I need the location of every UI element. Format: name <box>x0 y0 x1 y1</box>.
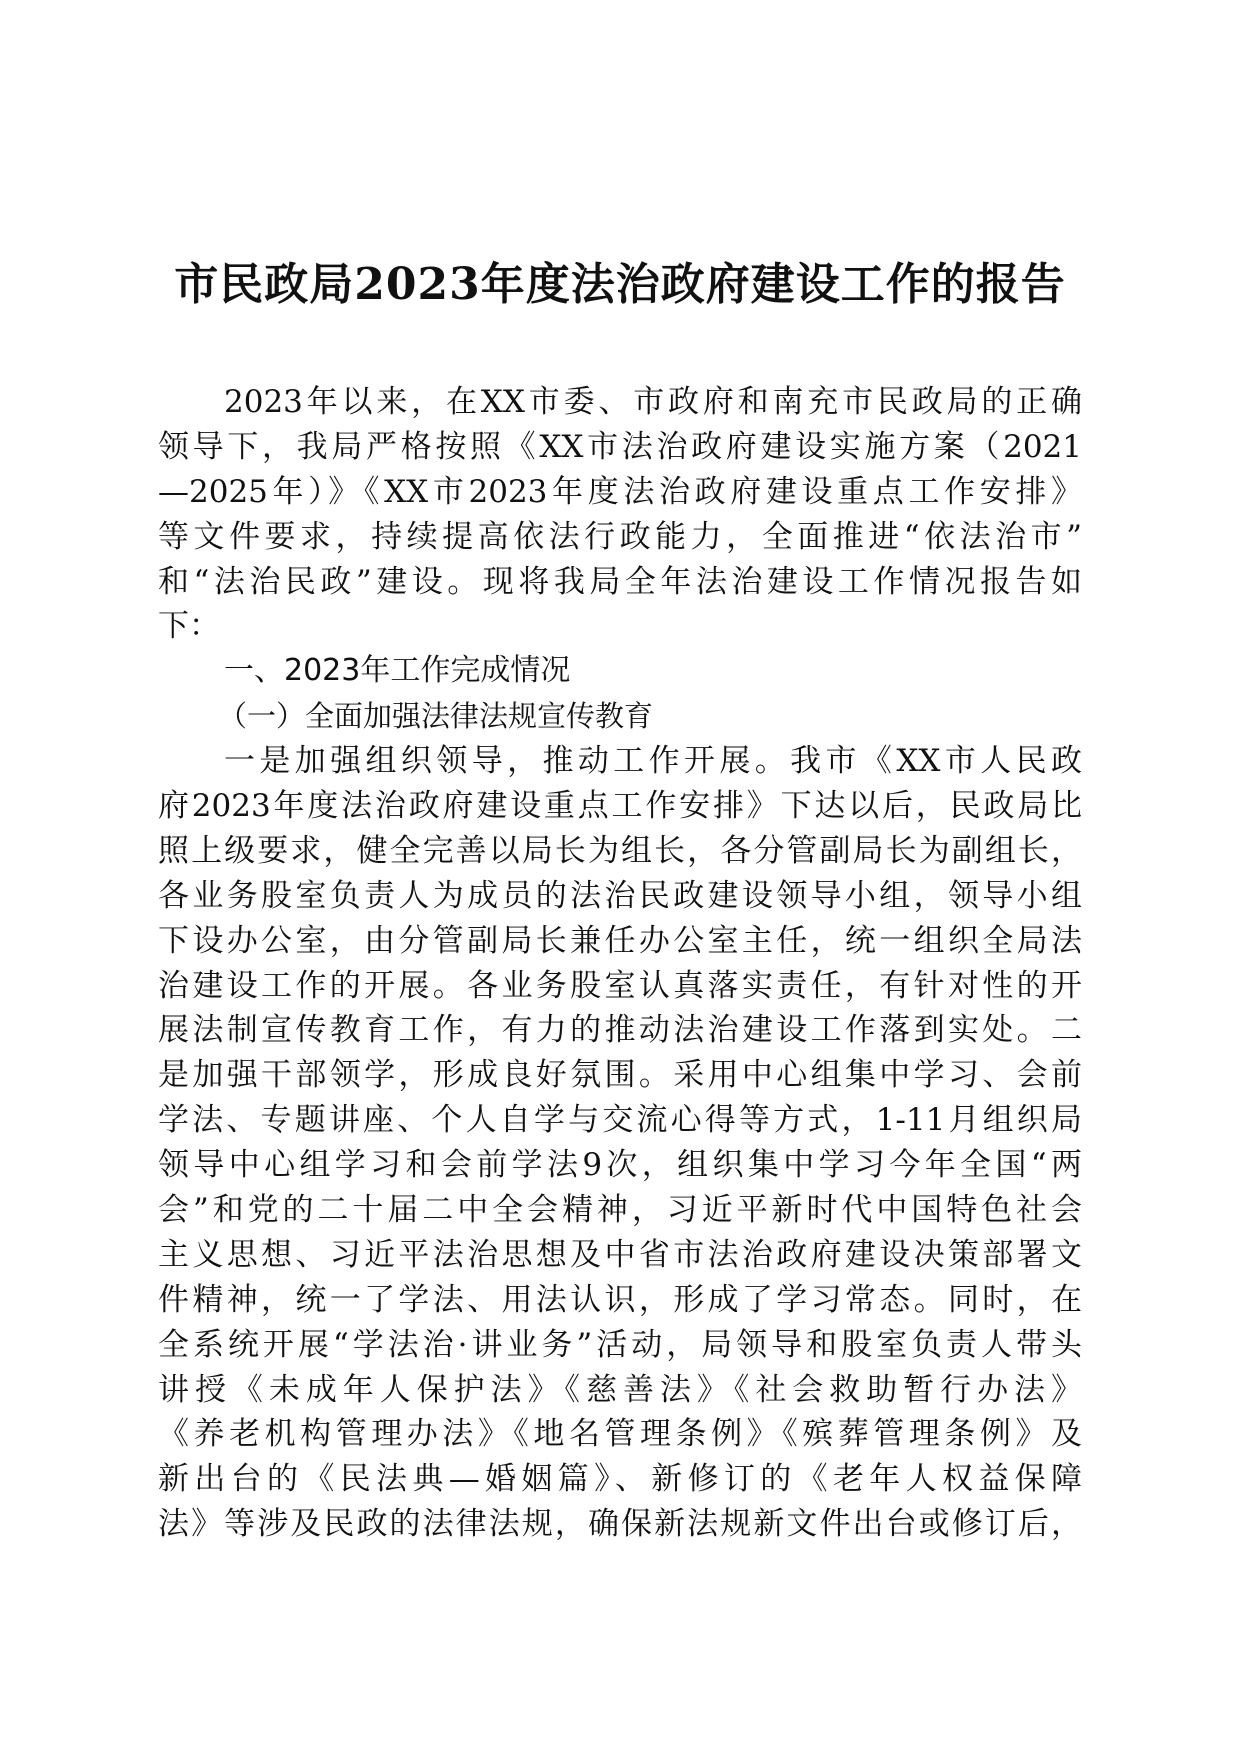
para-line-11: 会”和党的二十届二中全会精神，习近平新时代中国特色社会 <box>158 1192 1082 1229</box>
para-line-2: 府2023年度法治政府建设重点工作安排》下达以后，民政局比 <box>158 788 1082 825</box>
intro-line-1: 2023年以来，在XX市委、市政府和南充市民政局的正确 <box>224 384 1082 420</box>
para-line-14: 全系统开展“学法治·讲业务”活动，局领导和股室负责人带头 <box>158 1326 1082 1363</box>
para-line-6: 治建设工作的开展。各业务股室认真落实责任，有针对性的开 <box>158 967 1082 1004</box>
para-line-5: 下设办公室，由分管副局长兼任办公室主任，统一组织全局法 <box>158 922 1082 959</box>
intro-line-4: 等文件要求，持续提高依法行政能力，全面推进“依法治市” <box>158 518 1082 555</box>
para-line-15: 讲授《未成年人保护法》《慈善法》《社会救助暂行办法》 <box>158 1371 1082 1408</box>
para-line-1: 一是加强组织领导，推动工作开展。我市《XX市人民政 <box>224 743 1082 780</box>
para-line-10: 领导中心组学习和会前学法9次，组织集中学习今年全国“两 <box>158 1147 1082 1184</box>
para-line-4: 各业务股室负责人为成员的法治民政建设领导小组，领导小组 <box>158 877 1082 914</box>
section-heading: 一、2023年工作完成情况 <box>224 653 571 689</box>
document-title: 市民政局2023年度法治政府建设工作的报告 <box>174 259 1066 310</box>
intro-line-2: 领导下，我局严格按照《XX市法治政府建设实施方案（2021 <box>158 428 1082 465</box>
para-line-13: 件精神，统一了学法、用法认识，形成了学习常态。同时，在 <box>158 1281 1082 1318</box>
para-line-7: 展法制宣传教育工作，有力的推动法治建设工作落到实处。二 <box>158 1012 1082 1049</box>
para-line-8: 是加强干部领学，形成良好氛围。采用中心组集中学习、会前 <box>158 1057 1082 1094</box>
document-body <box>158 380 1082 1547</box>
para-line-9: 学法、专题讲座、个人自学与交流心得等方式，1-11月组织局 <box>158 1102 1082 1139</box>
para-line-16: 《养老机构管理办法》《地名管理条例》《殡葬管理条例》及 <box>158 1416 1082 1453</box>
intro-line-5: 和“法治民政”建设。现将我局全年法治建设工作情况报告如 <box>158 563 1082 600</box>
subsection-heading: （一）全面加强法律法规宣传教育 <box>218 699 654 734</box>
para-line-18: 法》等涉及民政的法律法规，确保新法规新文件出台或修订后， <box>158 1506 1082 1543</box>
para-line-3: 照上级要求，健全完善以局长为组长，各分管副局长为副组长， <box>158 832 1082 869</box>
intro-line-6: 下： <box>158 608 220 645</box>
para-line-12: 主义思想、习近平法治思想及中省市法治政府建设决策部署文 <box>158 1236 1082 1273</box>
para-line-17: 新出台的《民法典—婚姻篇》、新修订的《老年人权益保障 <box>158 1461 1082 1498</box>
intro-line-3: —2025年）》《XX市2023年度法治政府建设重点工作安排》 <box>158 473 1082 510</box>
